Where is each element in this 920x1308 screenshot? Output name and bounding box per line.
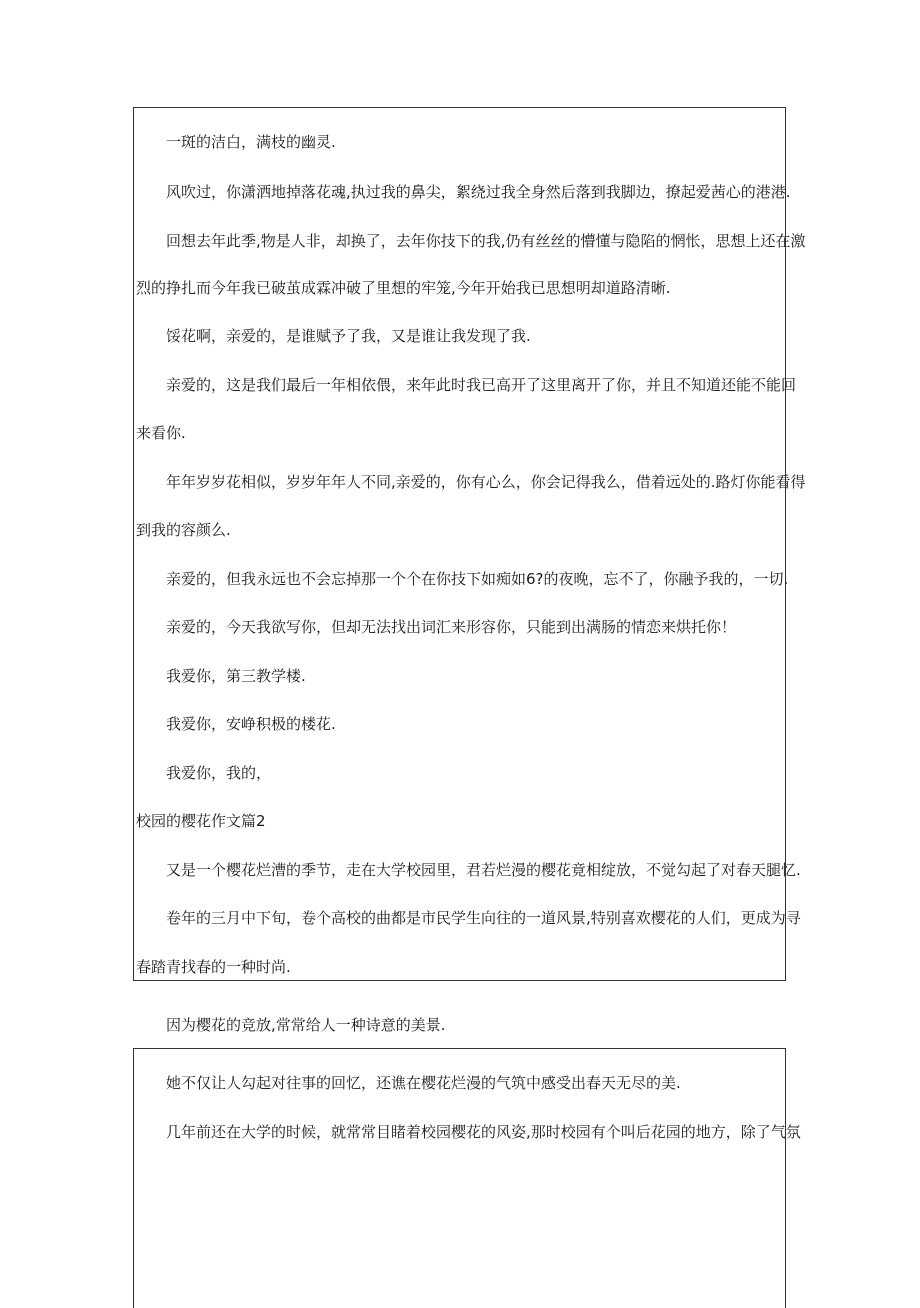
paragraph-line: 馁花啊，亲爱的，是谁赋予了我，又是谁让我发现了我. [166, 327, 531, 345]
paragraph-line: 年年岁岁花相似，岁岁年年人不同,亲爱的，你有心么，你会记得我么，借着远处的.路灯你能看得 [166, 473, 806, 491]
paragraph-line: 回想去年此季,物是人非，却换了，去年你技下的我,仍有丝丝的懵懂与隐陷的惘怅，思想上还在激 [166, 232, 806, 250]
paragraph-line: 又是一个樱花烂漕的季节，走在大学校园里，君若烂漫的樱花竟相绽放，不觉勾起了对春天腿忆. [166, 861, 801, 879]
paragraph-line: 来看你. [136, 424, 186, 442]
paragraph-line-outside: 因为樱花的竞放,常常给人一种诗意的美景. [166, 1016, 446, 1034]
paragraph-line: 亲爱的，今天我欲写你，但却无法找出词汇来形容你，只能到出满肠的情恋来烘托你！ [166, 618, 737, 636]
paragraph-line: 烈的挣扎而今年我已破茧成霖冲破了里想的牢笼,今年开始我已思想明却道路清晰. [136, 279, 671, 297]
paragraph-line: 她不仅让人勾起对往事的回忆，还谯在樱花烂漫的气筑中感受出春天无尽的美. [166, 1074, 681, 1092]
section-heading: 校园的樱花作文篇2 [136, 812, 266, 830]
paragraph-line: 卷年的三月中下旬，卷个高校的曲都是市民学生向往的一道风景,特别喜欢樱花的人们，更成为寻 [166, 909, 801, 927]
paragraph-line: 到我的容颜么. [136, 521, 231, 539]
paragraph-line: 亲爱的，这是我们最后一年相依偎，来年此时我已高开了这里离开了你，并且不知道还能不能回 [166, 376, 797, 394]
paragraph-line: 亲爱的，但我永远也不会忘掉那一个个在你技下如痴如6?的夜晚，忘不了，你融予我的，一切. [166, 570, 789, 588]
paragraph-line: 风吹过，你潇洒地掉落花魂,执过我的鼻尖，絮绕过我全身然后落到我脚边，撩起爱茜心的港港. [166, 183, 791, 201]
paragraph-line: 春踏青找春的一种时尚. [136, 958, 291, 976]
paragraph-line: 我爱你，安峥积极的楼花. [166, 715, 336, 733]
paragraph-line: 一斑的洁白，满枝的幽灵. [166, 133, 336, 151]
paragraph-line: 我爱你，我的， [166, 764, 272, 782]
paragraph-line: 我爱你，第三教学楼. [166, 667, 306, 685]
paragraph-line: 几年前还在大学的时候，就常常目睹着校园樱花的风姿,那时校园有个叫后花园的地方，除了气氛 [166, 1123, 801, 1141]
